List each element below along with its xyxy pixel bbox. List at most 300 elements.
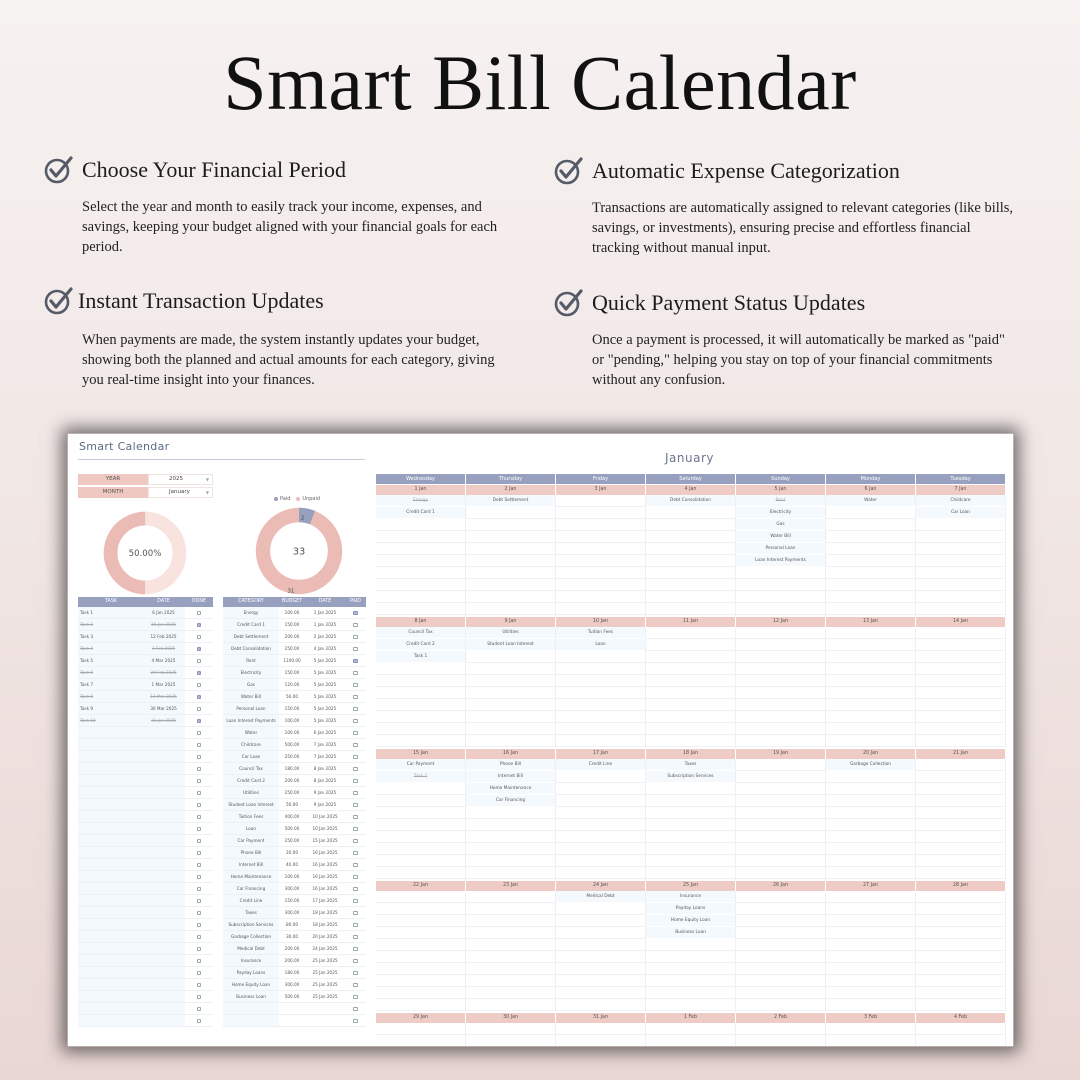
day-cell[interactable] [916, 495, 1006, 617]
day-cell[interactable] [826, 891, 916, 1013]
table-row [78, 751, 213, 763]
bill-paid-cell [345, 967, 366, 978]
task-done-cell [185, 619, 213, 630]
paid-checkbox[interactable] [353, 659, 358, 664]
task-date: 12 Feb 2025 [142, 631, 185, 642]
done-checkbox[interactable] [197, 803, 202, 808]
calendar-event[interactable]: Task 2 [376, 771, 465, 783]
task-date: 20 Feb 2025 [142, 667, 185, 678]
done-checkbox[interactable] [197, 743, 202, 748]
day-date: 13 Jan [826, 617, 916, 627]
calendar-event[interactable]: Internet Bill [466, 771, 555, 783]
task-date [142, 1003, 185, 1014]
paid-checkbox[interactable] [353, 791, 358, 796]
day-cell[interactable] [466, 627, 556, 749]
paid-checkbox[interactable] [353, 743, 358, 748]
paid-checkbox[interactable] [353, 911, 358, 916]
paid-checkbox[interactable] [353, 719, 358, 724]
bill-budget: 1100.00 [279, 655, 305, 666]
calendar-event[interactable]: Council Tax [376, 627, 465, 639]
calendar-event[interactable]: Car Payment [376, 759, 465, 771]
task-done-cell [185, 979, 213, 990]
task-date [142, 871, 185, 882]
bill-budget: 100.00 [279, 727, 305, 738]
task-name [78, 739, 142, 750]
task-done-cell [185, 943, 213, 954]
paid-checkbox[interactable] [353, 935, 358, 940]
task-date [142, 907, 185, 918]
bill-date: 4 Jan 2025 [313, 646, 337, 651]
day-cell[interactable] [556, 627, 646, 749]
bill-category: Home Maintenance [223, 871, 279, 882]
task-done-cell [185, 787, 213, 798]
paid-checkbox[interactable] [353, 947, 358, 952]
calendar-event[interactable]: Home Maintenance [466, 783, 555, 795]
paid-checkbox[interactable] [353, 1019, 358, 1024]
checkmark-circle-icon [44, 155, 74, 185]
bill-date: 16 Jan 2025 [312, 886, 338, 891]
bill-budget: 150.00 [279, 667, 305, 678]
day-date: 14 Jan [916, 617, 1006, 627]
table-row [223, 931, 366, 943]
task-date: 1 Mar 2025 [142, 679, 185, 690]
day-cell[interactable] [376, 627, 466, 749]
table-row [223, 871, 366, 883]
day-date: 4 Feb [916, 1013, 1006, 1023]
task-date [142, 895, 185, 906]
done-checkbox[interactable] [197, 1007, 202, 1012]
day-cell[interactable] [466, 495, 556, 617]
done-checkbox[interactable] [197, 671, 202, 676]
day-cell[interactable] [376, 891, 466, 1013]
done-checkbox[interactable] [197, 827, 202, 832]
chevron-down-icon: ▼ [205, 477, 209, 482]
done-checkbox[interactable] [197, 875, 202, 880]
bill-category: Utilities [223, 787, 279, 798]
week-body [376, 759, 1006, 881]
bill-date: 9 Jan 2025 [313, 802, 337, 807]
day-cell[interactable] [736, 627, 826, 749]
day-date: 15 Jan [376, 749, 466, 759]
task-name: Task 5 [78, 655, 142, 666]
column-header: CATEGORY [238, 599, 264, 604]
week-date-row [376, 617, 1006, 627]
done-checkbox[interactable] [197, 947, 202, 952]
table-row [78, 931, 213, 943]
task-date: 30 Mar 2025 [142, 703, 185, 714]
year-selector [78, 474, 213, 485]
day-cell[interactable] [646, 1023, 736, 1046]
task-name [78, 895, 142, 906]
calendar-event[interactable]: Tuition Fees [556, 627, 645, 639]
task-name [78, 1015, 142, 1026]
week-date-row [376, 881, 1006, 891]
task-date [142, 775, 185, 786]
done-checkbox[interactable] [197, 779, 202, 784]
day-date: 16 Jan [466, 749, 556, 759]
day-cell[interactable] [466, 759, 556, 881]
done-checkbox[interactable] [197, 959, 202, 964]
table-row [223, 823, 366, 835]
bill-budget: 250.00 [279, 643, 305, 654]
calendar-event[interactable]: Gas [736, 519, 825, 531]
calendar-event[interactable]: Garbage Collection [826, 759, 915, 771]
day-cell[interactable] [646, 759, 736, 881]
day-cell[interactable] [556, 891, 646, 1013]
unpaid-count-label: 31 [287, 588, 295, 595]
paid-checkbox[interactable] [353, 623, 358, 628]
calendar-event[interactable]: Car Financing [466, 795, 555, 807]
bill-paid-cell [345, 955, 366, 966]
task-progress-label: 50.00% [128, 549, 162, 560]
bill-total-label: 33 [292, 546, 306, 558]
calendar-event[interactable]: Debt Settlement [466, 495, 555, 507]
paid-checkbox[interactable] [353, 731, 358, 736]
paid-checkbox[interactable] [353, 635, 358, 640]
done-checkbox[interactable] [197, 635, 202, 640]
done-checkbox[interactable] [197, 935, 202, 940]
chevron-down-icon: ▼ [205, 490, 209, 495]
paid-checkbox[interactable] [353, 827, 358, 832]
table-row [78, 607, 213, 619]
done-checkbox[interactable] [197, 887, 202, 892]
task-name [78, 1003, 142, 1014]
day-cell[interactable] [826, 495, 916, 617]
paid-checkbox[interactable] [353, 671, 358, 676]
done-checkbox[interactable] [197, 863, 202, 868]
done-checkbox[interactable] [197, 995, 202, 1000]
bill-budget: 20.00 [279, 847, 305, 858]
calendar-event[interactable]: Car Loan [916, 507, 1005, 519]
done-checkbox[interactable] [197, 767, 202, 772]
calendar-event[interactable]: Home Equity Loan [646, 915, 735, 927]
bill-category: Credit Card 1 [223, 619, 279, 630]
bill-paid-cell [345, 751, 366, 762]
day-cell[interactable] [826, 759, 916, 881]
bill-budget: 100.00 [279, 715, 305, 726]
task-done-cell [185, 739, 213, 750]
done-checkbox[interactable] [197, 683, 202, 688]
task-done-cell [185, 859, 213, 870]
done-checkbox[interactable] [197, 719, 202, 724]
task-name [78, 763, 142, 774]
done-checkbox[interactable] [197, 647, 202, 652]
day-cell[interactable] [916, 891, 1006, 1013]
done-checkbox[interactable] [197, 623, 202, 628]
table-row [78, 835, 213, 847]
table-row [78, 907, 213, 919]
bill-date: 16 Jan 2025 [312, 850, 338, 855]
legend-paid: Paid [274, 496, 290, 502]
calendar-event[interactable]: Loan Interest Payments [736, 555, 825, 567]
day-cell[interactable] [646, 891, 736, 1013]
feature-title: Instant Transaction Updates [78, 288, 324, 313]
paid-checkbox[interactable] [353, 803, 358, 808]
table-row [223, 907, 366, 919]
table-row [78, 727, 213, 739]
done-checkbox[interactable] [197, 791, 202, 796]
task-done-cell [185, 703, 213, 714]
paid-checkbox[interactable] [353, 647, 358, 652]
feature-description: When payments are made, the system instantly updates your budget, showing both the planned and actual amounts for each category, giving you real-time insight into your finances. [82, 332, 495, 388]
task-date [142, 799, 185, 810]
calendar-event[interactable]: Student Loan Interest [466, 639, 555, 651]
table-row [78, 703, 213, 715]
paid-checkbox[interactable] [353, 755, 358, 760]
calendar-event[interactable]: Task 1 [376, 651, 465, 663]
day-cell[interactable] [556, 759, 646, 881]
feature-title: Choose Your Financial Period [82, 157, 346, 182]
bill-date: 25 Jan 2025 [312, 982, 338, 987]
task-done-cell [185, 655, 213, 666]
done-checkbox[interactable] [197, 923, 202, 928]
calendar-event[interactable]: Childcare [916, 495, 1005, 507]
paid-checkbox[interactable] [353, 683, 358, 688]
day-cell[interactable] [466, 1023, 556, 1046]
table-row [78, 619, 213, 631]
task-date [142, 739, 185, 750]
day-date: 31 Jan [556, 1013, 646, 1023]
bill-status-donut [254, 506, 344, 596]
task-date [142, 931, 185, 942]
day-cell[interactable] [736, 1023, 826, 1046]
bill-date: 25 Jan 2025 [312, 958, 338, 963]
day-date: 18 Jan [646, 749, 736, 759]
bill-category: Garbage Collection [223, 931, 279, 942]
task-date [142, 847, 185, 858]
done-checkbox[interactable] [197, 911, 202, 916]
paid-checkbox[interactable] [353, 923, 358, 928]
paid-checkbox[interactable] [353, 695, 358, 700]
table-row [223, 631, 366, 643]
task-done-cell [185, 895, 213, 906]
feature-title: Quick Payment Status Updates [592, 290, 866, 315]
day-cell[interactable] [646, 495, 736, 617]
calendar-event[interactable]: Medical Debt [556, 891, 645, 903]
bill-cell [223, 1015, 279, 1026]
calendar-event[interactable]: Subscription Services [646, 771, 735, 783]
table-row [223, 799, 366, 811]
task-date: 11 Mar 2025 [142, 691, 185, 702]
bill-category: Loan [223, 823, 279, 834]
calendar-week [376, 881, 1006, 1013]
calendar-week [376, 749, 1006, 881]
year-dropdown[interactable] [148, 474, 213, 485]
task-done-cell [185, 967, 213, 978]
calendar-event[interactable]: Electricity [736, 507, 825, 519]
paid-checkbox[interactable] [353, 863, 358, 868]
day-cell[interactable] [556, 495, 646, 617]
calendar-event[interactable]: Credit Card 2 [376, 639, 465, 651]
calendar-event[interactable]: Payday Loans [646, 903, 735, 915]
table-row [78, 799, 213, 811]
day-cell[interactable] [646, 627, 736, 749]
task-name [78, 787, 142, 798]
bill-category: Personal Loan [223, 703, 279, 714]
paid-checkbox[interactable] [353, 779, 358, 784]
bill-category: Home Equity Loan [223, 979, 279, 990]
done-checkbox[interactable] [197, 611, 202, 616]
calendar-event[interactable]: Insurance [646, 891, 735, 903]
task-name [78, 847, 142, 858]
day-cell[interactable] [826, 1023, 916, 1046]
done-checkbox[interactable] [197, 851, 202, 856]
year-value: 2025 [169, 476, 183, 482]
day-date: 9 Jan [466, 617, 556, 627]
paid-checkbox[interactable] [353, 875, 358, 880]
paid-checkbox[interactable] [353, 707, 358, 712]
task-name: Task 4 [78, 643, 142, 654]
bill-category: Payday Loans [223, 967, 279, 978]
task-done-cell [185, 919, 213, 930]
paid-checkbox[interactable] [353, 611, 358, 616]
paid-checkbox[interactable] [353, 839, 358, 844]
calendar-event[interactable]: Credit Card 1 [376, 507, 465, 519]
done-checkbox[interactable] [197, 899, 202, 904]
task-name: Task 8 [78, 691, 142, 702]
done-checkbox[interactable] [197, 1019, 202, 1024]
bill-date: 9 Jan 2025 [313, 790, 337, 795]
paid-checkbox[interactable] [353, 995, 358, 1000]
bill-date: 7 Jan 2025 [313, 754, 337, 759]
paid-checkbox[interactable] [353, 851, 358, 856]
day-cell[interactable] [736, 891, 826, 1013]
task-name [78, 883, 142, 894]
day-cell[interactable] [466, 891, 556, 1013]
task-done-cell [185, 847, 213, 858]
paid-checkbox[interactable] [353, 1007, 358, 1012]
day-cell[interactable] [376, 1023, 466, 1046]
day-date: 20 Jan [826, 749, 916, 759]
bill-budget: 200.00 [279, 631, 305, 642]
checkmark-circle-icon [554, 288, 584, 318]
done-checkbox[interactable] [197, 659, 202, 664]
bill-paid-cell [345, 739, 366, 750]
bill-date: 15 Jan 2025 [312, 838, 338, 843]
done-checkbox[interactable] [197, 839, 202, 844]
title-underline [78, 459, 365, 460]
table-row [78, 631, 213, 643]
day-cell[interactable] [736, 759, 826, 881]
paid-checkbox[interactable] [353, 899, 358, 904]
calendar-event[interactable]: Loan [556, 639, 645, 651]
bill-category: Energy [223, 607, 279, 618]
table-row [78, 667, 213, 679]
table-row [78, 787, 213, 799]
day-cell[interactable] [736, 495, 826, 617]
day-cell[interactable] [916, 759, 1006, 881]
task-name [78, 811, 142, 822]
calendar-event[interactable]: Taxes [646, 759, 735, 771]
done-checkbox[interactable] [197, 731, 202, 736]
feature-expense-categorization [554, 156, 1014, 258]
calendar-event[interactable]: Rent [736, 495, 825, 507]
day-cell[interactable] [916, 1023, 1006, 1046]
task-date [142, 859, 185, 870]
table-row [78, 775, 213, 787]
page-title: Smart Bill Calendar [223, 39, 857, 126]
calendar-event[interactable]: Water Bill [736, 531, 825, 543]
task-name [78, 823, 142, 834]
feature-description: Transactions are automatically assigned to relevant categories (like bills, savings, or investments), ensuring precise and effortless financial tracking without manual input. [592, 200, 1014, 256]
calendar-event[interactable]: Personal Loan [736, 543, 825, 555]
feature-title: Automatic Expense Categorization [592, 158, 900, 183]
paid-checkbox[interactable] [353, 815, 358, 820]
donut-legend [274, 496, 320, 502]
bill-category: Car Payment [223, 835, 279, 846]
bill-paid-cell [345, 859, 366, 870]
done-checkbox[interactable] [197, 707, 202, 712]
table-row [223, 1015, 366, 1027]
paid-checkbox[interactable] [353, 983, 358, 988]
table-row [223, 667, 366, 679]
table-row [78, 847, 213, 859]
task-date [142, 967, 185, 978]
task-table [78, 597, 213, 1027]
done-checkbox[interactable] [197, 755, 202, 760]
day-date: 27 Jan [826, 881, 916, 891]
task-done-cell [185, 607, 213, 618]
bill-paid-cell [345, 871, 366, 882]
bill-budget: 250.00 [279, 787, 305, 798]
table-row [78, 955, 213, 967]
calendar-month-title: January [665, 451, 714, 465]
bill-paid-cell [345, 787, 366, 798]
bill-paid-cell [345, 727, 366, 738]
day-cell[interactable] [826, 627, 916, 749]
done-checkbox[interactable] [197, 815, 202, 820]
done-checkbox[interactable] [197, 983, 202, 988]
table-row [78, 871, 213, 883]
task-done-cell [185, 751, 213, 762]
bill-date: 2 Jan 2025 [313, 634, 337, 639]
paid-checkbox[interactable] [353, 971, 358, 976]
bill-date: 7 Jan 2025 [313, 742, 337, 747]
calendar-event[interactable]: Phone Bill [466, 759, 555, 771]
table-row [223, 979, 366, 991]
task-name: Task 3 [78, 631, 142, 642]
paid-checkbox[interactable] [353, 887, 358, 892]
bill-paid-cell [345, 991, 366, 1002]
task-date [142, 823, 185, 834]
calendar-event[interactable]: Energy [376, 495, 465, 507]
done-checkbox[interactable] [197, 971, 202, 976]
done-checkbox[interactable] [197, 695, 202, 700]
calendar-event[interactable]: Debt Consolidation [646, 495, 735, 507]
bill-category: Electricity [223, 667, 279, 678]
bill-budget: 300.00 [279, 979, 305, 990]
day-cell[interactable] [916, 627, 1006, 749]
day-date: 19 Jan [736, 749, 826, 759]
paid-checkbox[interactable] [353, 767, 358, 772]
checkmark-circle-icon [554, 156, 584, 186]
calendar-event[interactable]: Credit Line [556, 759, 645, 771]
table-row [223, 787, 366, 799]
bill-cell [223, 1003, 279, 1014]
day-cell[interactable] [556, 1023, 646, 1046]
table-row [78, 823, 213, 835]
calendar-event[interactable]: Utilities [466, 627, 555, 639]
calendar-event[interactable]: Business Loan [646, 927, 735, 939]
day-cell[interactable] [376, 759, 466, 881]
month-dropdown[interactable] [148, 487, 213, 498]
table-row [223, 607, 366, 619]
calendar-event[interactable]: Water [826, 495, 915, 507]
calendar-week [376, 485, 1006, 617]
day-cell[interactable] [376, 495, 466, 617]
weekday-label: Sunday [736, 474, 826, 484]
paid-checkbox[interactable] [353, 959, 358, 964]
